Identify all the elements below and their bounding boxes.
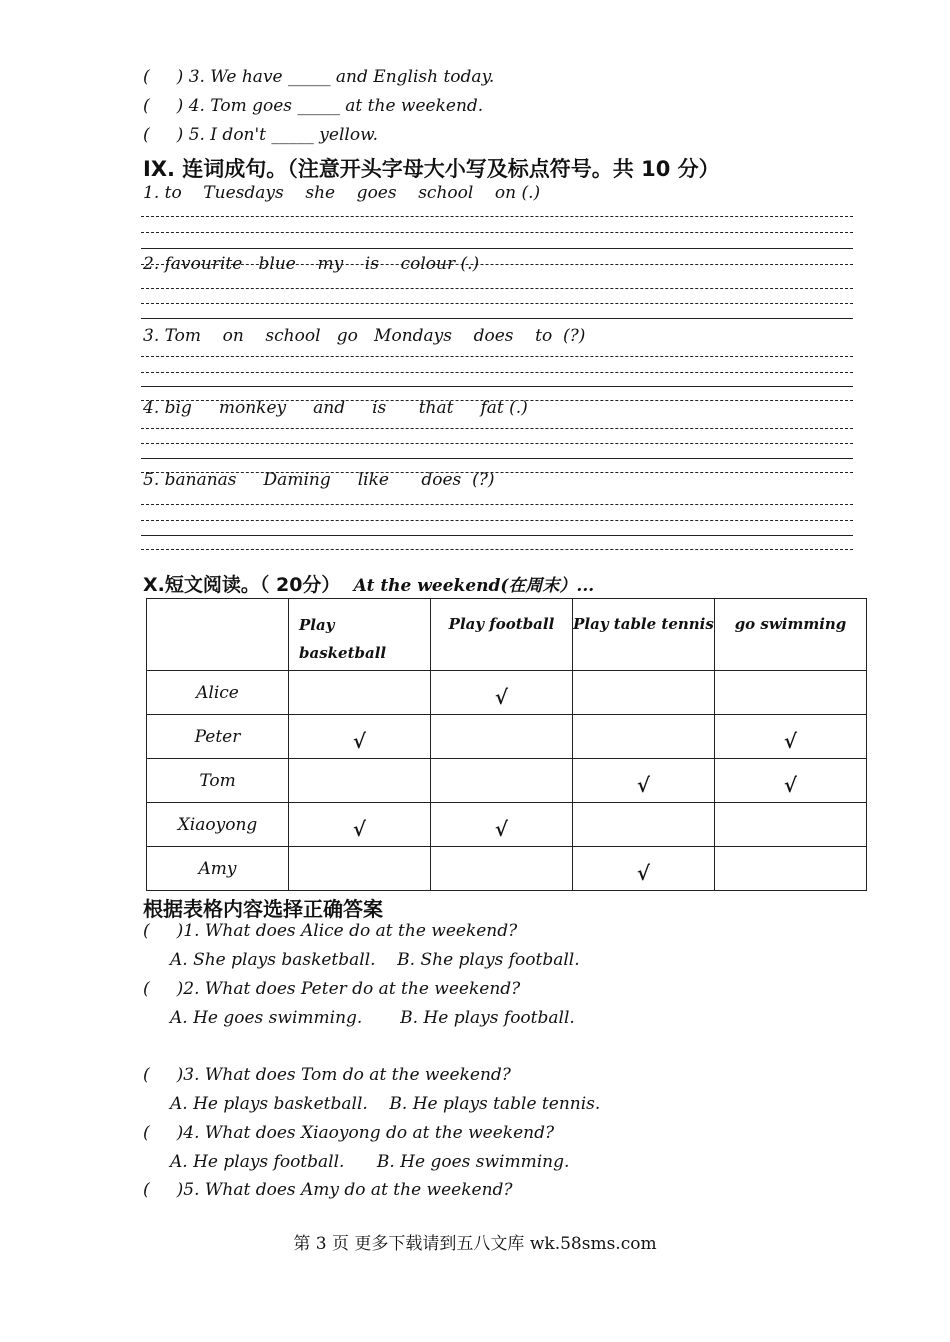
writing-line [141,386,853,387]
writing-line [141,303,853,304]
table-row-name: Xiaoyong [147,803,289,847]
table-cell [431,847,573,891]
table-cell [573,759,715,803]
reading-question-3: ( )3. What does Tom do at the weekend? [143,1065,511,1085]
page-footer: 第 3 页 更多下载请到五八文库 wk.58sms.com [293,1234,657,1254]
writing-line [141,535,853,536]
writing-line [141,372,853,373]
fill-blank-question-4: ( ) 4. Tom goes _____ at the weekend. [143,96,484,116]
check-mark: √ [494,816,509,841]
fill-blank-question-3: ( ) 3. We have _____ and English today. [143,67,495,87]
reading-options-1: A. She plays basketball. B. She plays football. [170,950,580,970]
writing-line [141,232,853,233]
weekend-activity-table [146,598,867,891]
answer-instruction: 根据表格内容选择正确答案 [143,897,383,921]
reorder-item-2: 2. favourite blue my is colour (.) [143,254,480,274]
writing-line [141,288,853,289]
reading-question-2: ( )2. What does Peter do at the weekend? [143,979,521,999]
reorder-item-1: 1. to Tuesdays she goes school on (.) [143,183,541,203]
table-row-name: Alice [147,671,289,715]
table-cell [715,715,867,759]
reorder-item-4: 4. big monkey and is that fat (.) [143,398,528,418]
table-row [147,759,867,803]
writing-line [141,216,853,217]
table-row [147,803,867,847]
table-row [147,847,867,891]
table-header-cell [147,599,289,671]
table-cell [289,671,431,715]
table-row [147,671,867,715]
table-cell [573,847,715,891]
table-cell [431,671,573,715]
table-cell [289,847,431,891]
reading-options-3: A. He plays basketball. B. He plays table tennis. [170,1094,601,1114]
reading-options-2: A. He goes swimming. B. He plays football. [170,1008,575,1028]
table-row [147,715,867,759]
table-cell [573,715,715,759]
table-cell [715,671,867,715]
reorder-item-5: 5. bananas Daming like does (?) [143,470,495,490]
table-cell [715,759,867,803]
table-header-cell: Play basketball [289,599,431,671]
check-mark: √ [783,772,798,797]
section-9-title: IX. 连词成句。（注意开头字母大小写及标点符号。共 10 分） [143,157,720,181]
reading-question-5: ( )5. What does Amy do at the weekend? [143,1180,513,1200]
table-header-cell: Play football [431,599,573,671]
section-10-title [143,570,594,597]
writing-line [141,428,853,429]
reading-options-4: A. He plays football. B. He goes swimming. [170,1152,570,1172]
check-mark: √ [352,728,367,753]
writing-line [141,318,853,319]
table-row-name: Tom [147,759,289,803]
section-10-title-en: At the weekend(在周末）... [353,576,595,596]
writing-line [141,458,853,459]
table-row-name: Amy [147,847,289,891]
writing-line [141,504,853,505]
table-cell [431,803,573,847]
table-cell [573,803,715,847]
reorder-item-3: 3. Tom on school go Mondays does to (?) [143,326,586,346]
table-cell [573,671,715,715]
table-cell [431,759,573,803]
table-header-row [147,599,867,671]
writing-line [141,549,853,550]
check-mark: √ [783,728,798,753]
table-cell [431,715,573,759]
check-mark: √ [636,860,651,885]
check-mark: √ [352,816,367,841]
table-cell [715,803,867,847]
table-cell [289,803,431,847]
writing-line [141,443,853,444]
writing-line [141,248,853,249]
table-header-cell: Play table tennis [573,599,715,671]
table-row-name: Peter [147,715,289,759]
table-cell [715,847,867,891]
check-mark: √ [494,684,509,709]
reading-question-4: ( )4. What does Xiaoyong do at the weekend? [143,1123,555,1143]
fill-blank-question-5: ( ) 5. I don't _____ yellow. [143,125,379,145]
table-cell [289,759,431,803]
reading-question-1: ( )1. What does Alice do at the weekend? [143,921,518,941]
writing-line [141,356,853,357]
table-cell [289,715,431,759]
writing-line [141,520,853,521]
check-mark: √ [636,772,651,797]
section-10-title-cn: X.短文阅读。（ 20分） [143,574,341,596]
table-header-cell: go swimming [715,599,867,671]
